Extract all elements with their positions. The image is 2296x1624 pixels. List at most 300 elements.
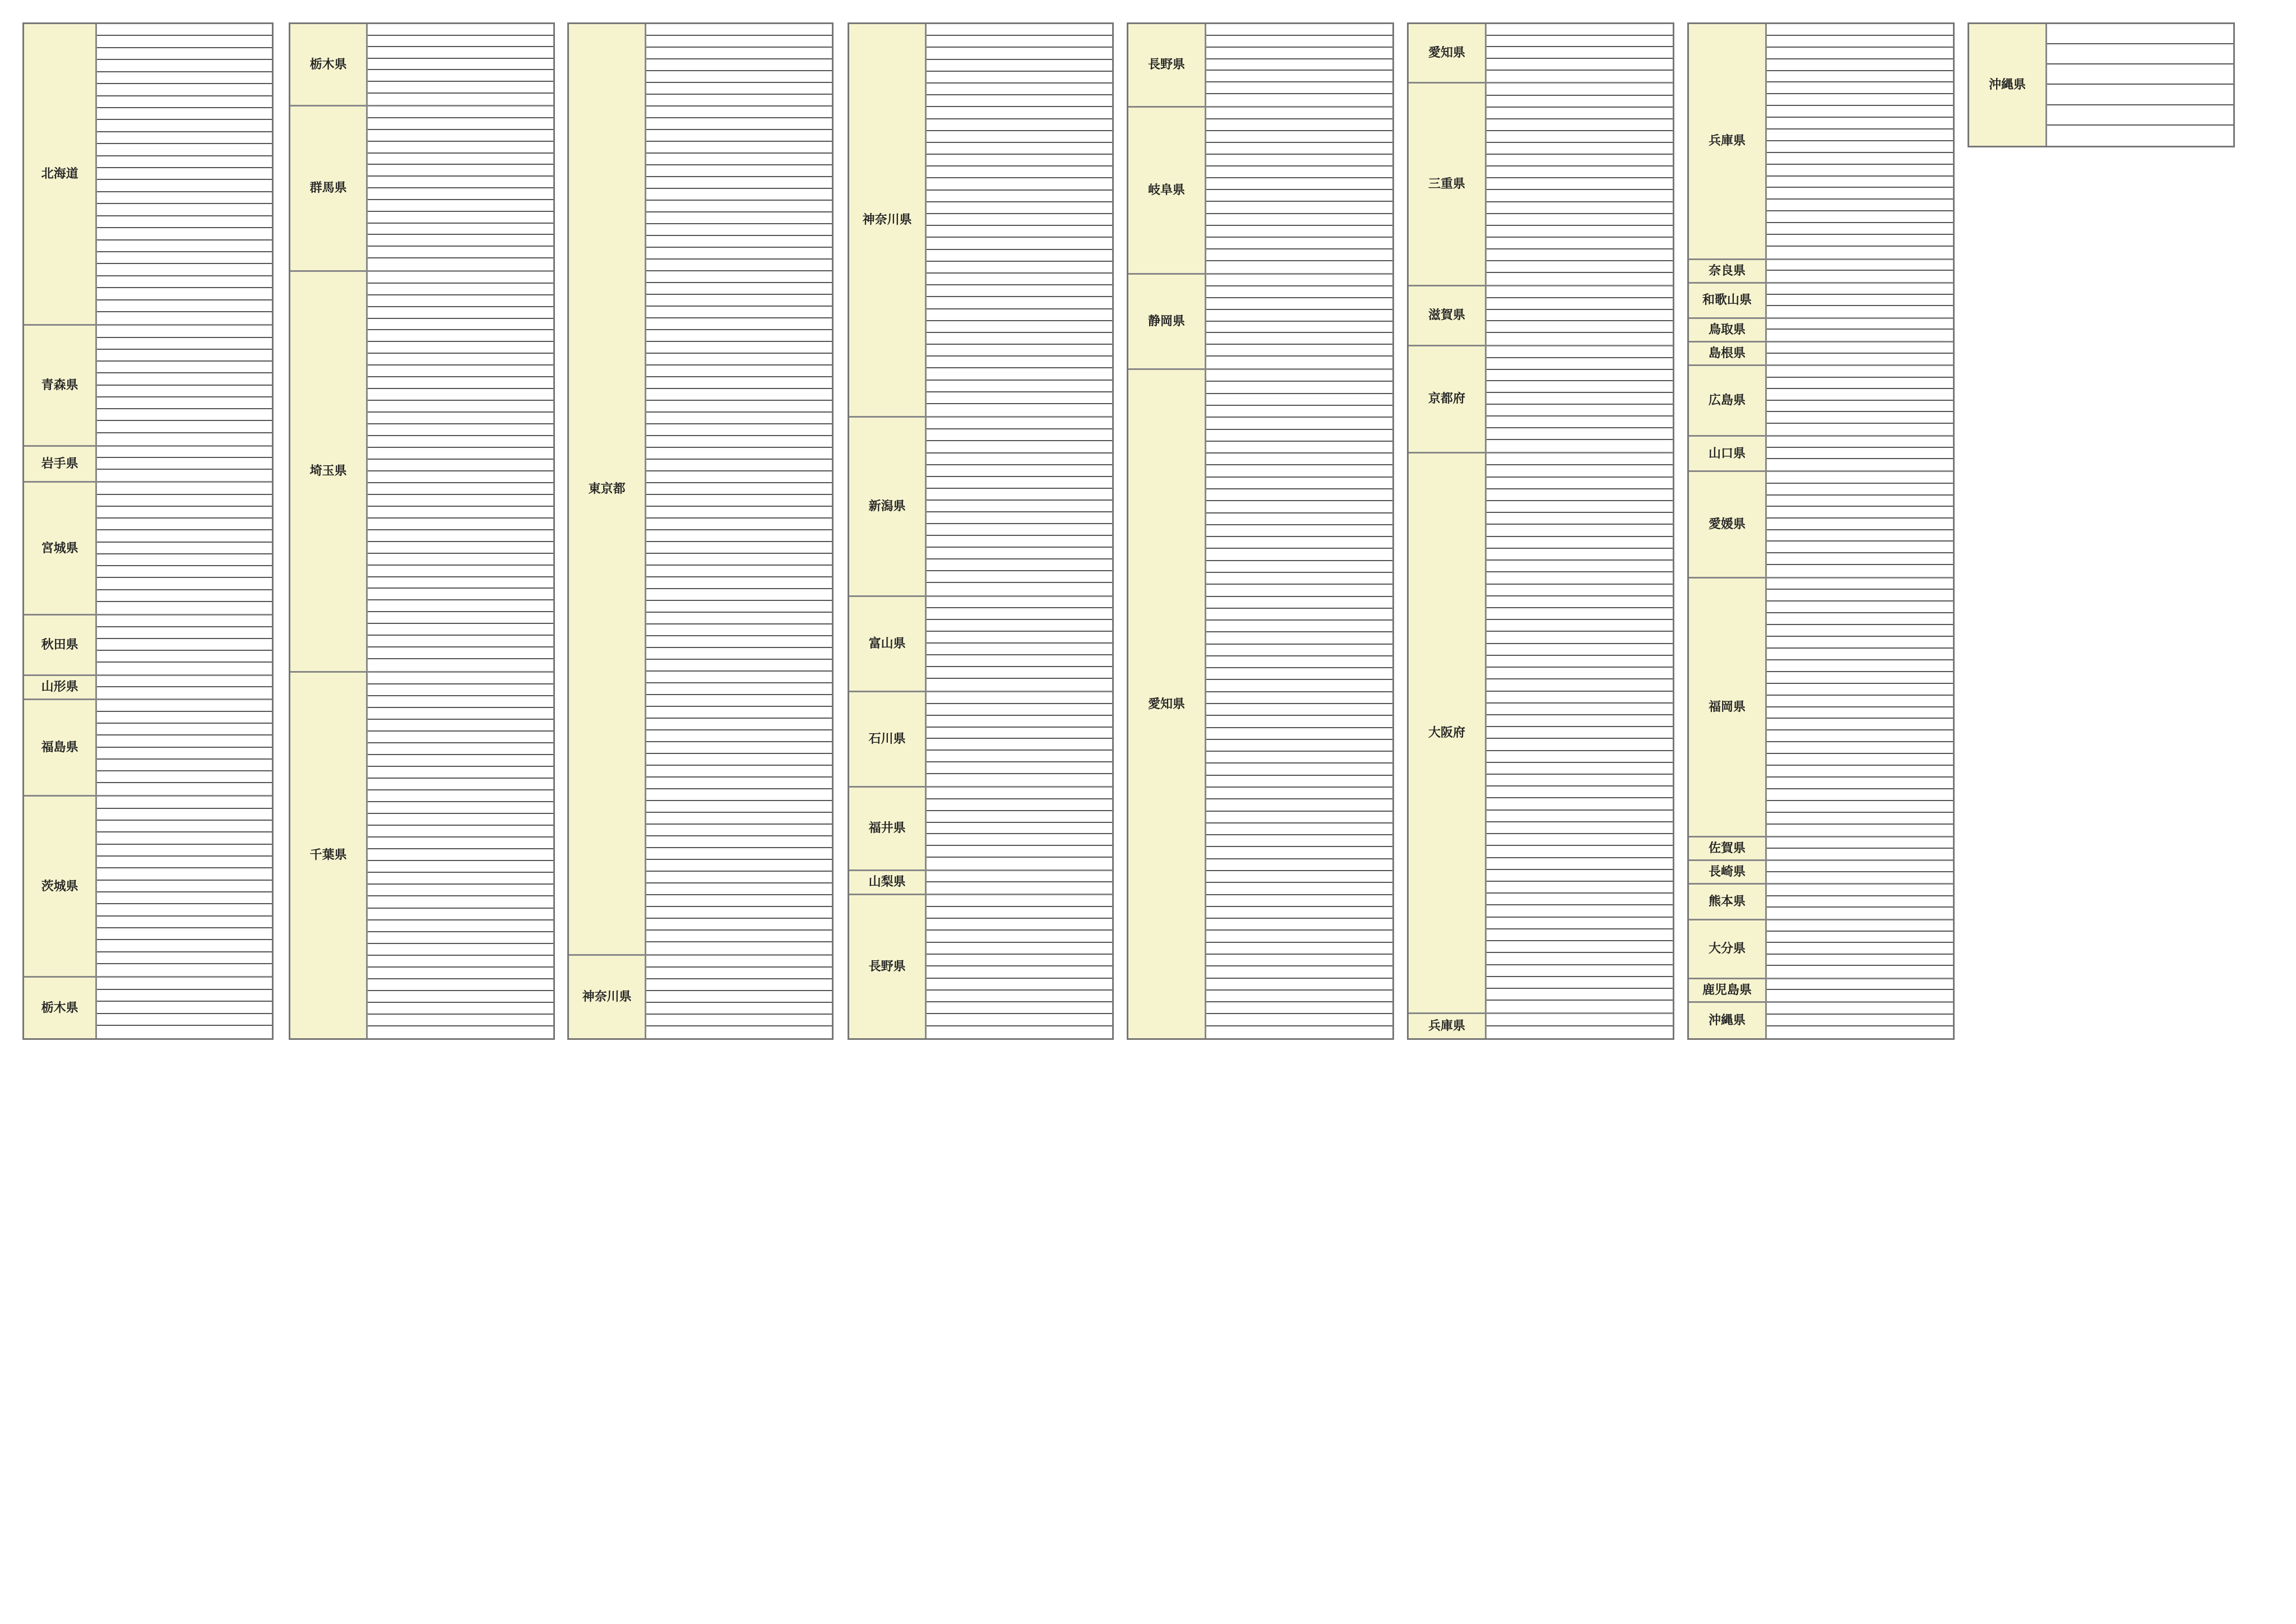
store-row [1487, 704, 1673, 715]
store-row [646, 660, 832, 672]
store-row [927, 1002, 1112, 1014]
store-row [368, 696, 553, 708]
store-row [1206, 859, 1392, 871]
store-row [1767, 141, 1953, 153]
prefecture-group [1969, 24, 2233, 146]
store-row [1767, 71, 1953, 83]
store-row [1767, 920, 1953, 932]
store-row [368, 36, 553, 48]
store-row [1487, 96, 1673, 108]
store-row [1206, 465, 1392, 477]
store-row [97, 288, 272, 300]
store-row [1206, 979, 1392, 991]
store-row [927, 477, 1112, 489]
store-row [1206, 357, 1392, 368]
store-row [368, 991, 553, 1003]
store-row [1487, 238, 1673, 249]
store-row [927, 119, 1112, 131]
store-list [927, 895, 1112, 1038]
store-row [1767, 118, 1953, 129]
prefecture-label: 兵庫県 [1689, 24, 1767, 258]
prefecture-label: 長野県 [849, 895, 927, 1038]
store-row [368, 377, 553, 389]
store-row [1487, 47, 1673, 59]
store-row [1487, 918, 1673, 929]
prefecture-label: 栃木県 [24, 978, 97, 1038]
prefecture-label: 青森県 [24, 326, 97, 445]
store-row [97, 978, 272, 990]
store-row [1487, 202, 1673, 214]
prefecture-label: 栃木県 [290, 24, 368, 105]
store-row [1767, 319, 1953, 330]
store-list [97, 326, 272, 445]
store-row [1206, 919, 1392, 931]
store-row [368, 460, 553, 471]
store-row [1206, 537, 1392, 549]
store-row [97, 760, 272, 771]
store-row [368, 802, 553, 814]
store-row [1487, 905, 1673, 917]
store-row [97, 990, 272, 1002]
store-row [646, 118, 832, 130]
store-list [1487, 286, 1673, 344]
prefecture-label: 福島県 [24, 700, 97, 795]
store-row [1487, 36, 1673, 48]
store-row [1767, 378, 1953, 390]
store-row [368, 212, 553, 224]
store-row [1206, 1014, 1392, 1026]
store-row [927, 895, 1112, 907]
store-row [646, 566, 832, 577]
store-row [646, 354, 832, 365]
store-row [368, 307, 553, 319]
store-row [97, 1026, 272, 1038]
store-row [97, 397, 272, 409]
store-row [1487, 977, 1673, 989]
store-row [646, 554, 832, 566]
store-row [1206, 871, 1392, 883]
store-row [927, 143, 1112, 155]
store-row [97, 783, 272, 795]
store-row [1767, 872, 1953, 883]
store-row [1206, 166, 1392, 178]
store-row [97, 96, 272, 108]
store-row [927, 1014, 1112, 1026]
store-row [1767, 200, 1953, 211]
store-row [1767, 437, 1953, 448]
store-row [1487, 24, 1673, 36]
store-row [646, 931, 832, 942]
store-list [1767, 284, 1953, 317]
store-list-column [567, 22, 834, 1040]
prefecture-group [1689, 885, 1953, 920]
prefecture-group [1689, 343, 1953, 366]
store-row [97, 748, 272, 760]
store-row [1206, 178, 1392, 190]
store-row [97, 24, 272, 36]
store-row [368, 258, 553, 270]
store-row [1767, 966, 1953, 977]
prefecture-group [1128, 370, 1392, 1038]
store-row [2047, 24, 2233, 44]
store-list [927, 418, 1112, 595]
store-row [646, 507, 832, 519]
store-row [1487, 870, 1673, 882]
store-row [368, 82, 553, 94]
store-row [97, 881, 272, 892]
store-row [1767, 530, 1953, 542]
store-row [646, 1026, 832, 1038]
store-row [1206, 238, 1392, 249]
store-row [97, 639, 272, 651]
store-row [1767, 24, 1953, 36]
store-row [927, 321, 1112, 333]
prefecture-group [1409, 454, 1673, 1014]
store-row [927, 524, 1112, 536]
store-row [927, 991, 1112, 1002]
store-row [927, 955, 1112, 966]
store-row [368, 589, 553, 600]
store-row [646, 695, 832, 707]
prefecture-label: 千葉県 [290, 673, 368, 1038]
store-row [646, 71, 832, 83]
store-row [1487, 882, 1673, 894]
store-row [927, 834, 1112, 846]
store-row [927, 226, 1112, 238]
store-row [368, 342, 553, 354]
store-row [1206, 430, 1392, 442]
store-row [927, 333, 1112, 345]
store-row [646, 330, 832, 342]
store-row [368, 483, 553, 495]
store-row [368, 507, 553, 519]
store-row [1206, 108, 1392, 119]
store-row [646, 260, 832, 271]
store-row [368, 755, 553, 767]
store-row [646, 1003, 832, 1015]
prefecture-label: 京都府 [1409, 346, 1487, 452]
store-row [1767, 579, 1953, 590]
store-row [1206, 609, 1392, 621]
store-row [927, 882, 1112, 894]
store-row [1767, 188, 1953, 200]
store-row [97, 240, 272, 252]
store-row [97, 832, 272, 844]
store-row [1206, 704, 1392, 716]
prefecture-group [290, 272, 553, 673]
store-row [97, 519, 272, 530]
store-row [927, 381, 1112, 392]
store-row [1767, 861, 1953, 872]
store-row [1767, 696, 1953, 707]
store-list [97, 797, 272, 976]
store-row [368, 272, 553, 284]
store-row [97, 952, 272, 964]
store-row [1767, 472, 1953, 484]
store-row [646, 860, 832, 872]
store-row [368, 354, 553, 365]
store-row [97, 1014, 272, 1026]
store-row [646, 318, 832, 330]
store-row [1767, 672, 1953, 684]
prefecture-label: 佐賀県 [1689, 838, 1767, 859]
store-row [927, 131, 1112, 143]
store-row [1767, 354, 1953, 364]
store-row [368, 94, 553, 105]
prefecture-label: 新潟県 [849, 418, 927, 595]
store-row [927, 548, 1112, 559]
store-row [1767, 1026, 1953, 1038]
store-row [927, 48, 1112, 59]
store-row [97, 495, 272, 507]
store-row [1206, 333, 1392, 345]
store-row [1487, 226, 1673, 238]
store-row [97, 857, 272, 868]
prefecture-label: 宮城県 [24, 483, 97, 614]
store-row [1206, 442, 1392, 454]
store-row [1487, 1014, 1673, 1026]
store-row [646, 956, 832, 968]
prefecture-label: 長崎県 [1689, 861, 1767, 883]
store-row [97, 821, 272, 832]
store-row [646, 542, 832, 554]
store-list [97, 700, 272, 795]
store-row [97, 663, 272, 674]
store-list [1487, 24, 1673, 82]
store-row [927, 536, 1112, 548]
store-list [1767, 579, 1953, 836]
store-row [1767, 424, 1953, 435]
store-row [368, 1015, 553, 1026]
store-row [1767, 908, 1953, 919]
store-row [1487, 440, 1673, 452]
store-row [646, 448, 832, 460]
store-row [1206, 249, 1392, 261]
store-row [646, 471, 832, 483]
store-row [97, 421, 272, 433]
store-row [1487, 478, 1673, 489]
store-row [1767, 330, 1953, 340]
store-row [927, 655, 1112, 667]
prefecture-group [849, 871, 1112, 895]
store-row [646, 389, 832, 401]
store-row [1206, 489, 1392, 501]
store-row [368, 519, 553, 530]
store-row [1206, 513, 1392, 525]
store-row [1487, 834, 1673, 846]
store-row [368, 224, 553, 235]
store-list [1767, 861, 1953, 883]
store-row [1206, 561, 1392, 573]
store-row [1767, 707, 1953, 719]
store-row [1767, 247, 1953, 258]
store-row [1206, 1026, 1392, 1038]
store-row [1206, 418, 1392, 429]
store-row [927, 392, 1112, 404]
store-row [368, 165, 553, 177]
store-row [927, 667, 1112, 679]
store-row [1206, 883, 1392, 895]
store-row [1767, 625, 1953, 637]
prefecture-group [1689, 979, 1953, 1003]
store-row [97, 483, 272, 494]
prefecture-label: 滋賀県 [1409, 286, 1487, 344]
store-row [1206, 573, 1392, 585]
store-row [646, 825, 832, 836]
prefecture-label: 愛知県 [1409, 24, 1487, 82]
store-row [1767, 955, 1953, 966]
store-row [927, 620, 1112, 632]
store-row [368, 920, 553, 932]
store-row [1487, 525, 1673, 536]
store-row [927, 24, 1112, 36]
store-row [646, 436, 832, 448]
store-row [1767, 153, 1953, 165]
store-row [368, 968, 553, 979]
store-row [1767, 590, 1953, 602]
store-row [97, 892, 272, 904]
store-row [97, 566, 272, 578]
prefecture-label: 福岡県 [1689, 579, 1767, 836]
store-row [1487, 822, 1673, 834]
store-row [368, 944, 553, 956]
prefecture-label: 大阪府 [1409, 454, 1487, 1012]
store-row [646, 872, 832, 883]
prefecture-label: 茨城県 [24, 797, 97, 976]
prefecture-group [1689, 920, 1953, 979]
store-row [646, 107, 832, 118]
store-row [927, 285, 1112, 297]
prefecture-group [849, 692, 1112, 788]
store-row [1487, 333, 1673, 345]
store-row [1487, 310, 1673, 322]
store-row [927, 60, 1112, 72]
prefecture-group [1689, 260, 1953, 284]
store-row [97, 252, 272, 264]
store-list [1767, 260, 1953, 282]
store-row [1206, 382, 1392, 394]
prefecture-group [1689, 437, 1953, 472]
store-row [368, 401, 553, 413]
store-row [1487, 513, 1673, 525]
store-row [1206, 394, 1392, 406]
store-list [1206, 108, 1392, 273]
store-row [927, 943, 1112, 955]
store-list-column [1407, 22, 1674, 1040]
store-row [97, 904, 272, 916]
store-row [646, 672, 832, 683]
prefecture-label: 山梨県 [849, 871, 927, 894]
store-row [646, 648, 832, 660]
prefecture-group [1689, 472, 1953, 578]
store-row [927, 608, 1112, 620]
store-row [646, 24, 832, 36]
store-row [1206, 275, 1392, 286]
store-row [1206, 716, 1392, 728]
store-row [97, 108, 272, 120]
prefecture-label: 愛媛県 [1689, 472, 1767, 576]
store-row [1487, 811, 1673, 822]
store-row [1487, 417, 1673, 428]
store-row [368, 979, 553, 991]
prefecture-label: 岐阜県 [1128, 108, 1206, 273]
store-row [1767, 223, 1953, 235]
store-row [1767, 825, 1953, 836]
store-row [368, 849, 553, 861]
store-row [927, 728, 1112, 739]
store-row [646, 283, 832, 295]
store-row [1767, 507, 1953, 519]
store-row [2047, 85, 2233, 105]
prefecture-label: 兵庫県 [1409, 1014, 1487, 1038]
store-row [368, 319, 553, 331]
store-row [1487, 261, 1673, 273]
store-row [1206, 585, 1392, 596]
store-row [97, 204, 272, 216]
store-row [97, 868, 272, 880]
store-row [368, 896, 553, 908]
store-row [1767, 401, 1953, 413]
store-row [1206, 740, 1392, 752]
store-row [97, 362, 272, 373]
store-row [1767, 637, 1953, 649]
store-row [368, 235, 553, 247]
prefecture-group [1128, 108, 1392, 275]
store-row [1487, 346, 1673, 358]
store-row [368, 1026, 553, 1038]
store-row [927, 297, 1112, 309]
store-row [1206, 202, 1392, 214]
store-row [368, 612, 553, 624]
store-row [1487, 798, 1673, 810]
store-row [1487, 108, 1673, 119]
prefecture-label: 沖縄県 [1969, 24, 2047, 146]
store-row [646, 636, 832, 648]
store-row [646, 719, 832, 730]
store-row [1206, 656, 1392, 668]
store-row [927, 704, 1112, 716]
store-row [646, 789, 832, 801]
store-row [1206, 680, 1392, 692]
store-list-column [22, 22, 274, 1040]
store-row [927, 155, 1112, 166]
store-row [927, 644, 1112, 655]
store-row [368, 647, 553, 659]
store-list [1767, 366, 1953, 435]
store-row [1767, 260, 1953, 271]
store-row [1206, 406, 1392, 418]
store-row [927, 191, 1112, 202]
store-row [1487, 298, 1673, 310]
store-row [1487, 715, 1673, 727]
store-row [97, 156, 272, 168]
store-row [368, 779, 553, 790]
store-row [1206, 501, 1392, 513]
store-row [646, 613, 832, 624]
store-row [927, 489, 1112, 501]
store-row [1767, 235, 1953, 247]
store-row [97, 36, 272, 48]
store-row [368, 330, 553, 342]
store-row [368, 47, 553, 59]
store-row [927, 751, 1112, 762]
store-row [97, 530, 272, 542]
store-row [1767, 813, 1953, 825]
store-row [97, 132, 272, 144]
prefecture-group [1689, 579, 1953, 838]
store-row [368, 624, 553, 636]
store-row [927, 512, 1112, 524]
